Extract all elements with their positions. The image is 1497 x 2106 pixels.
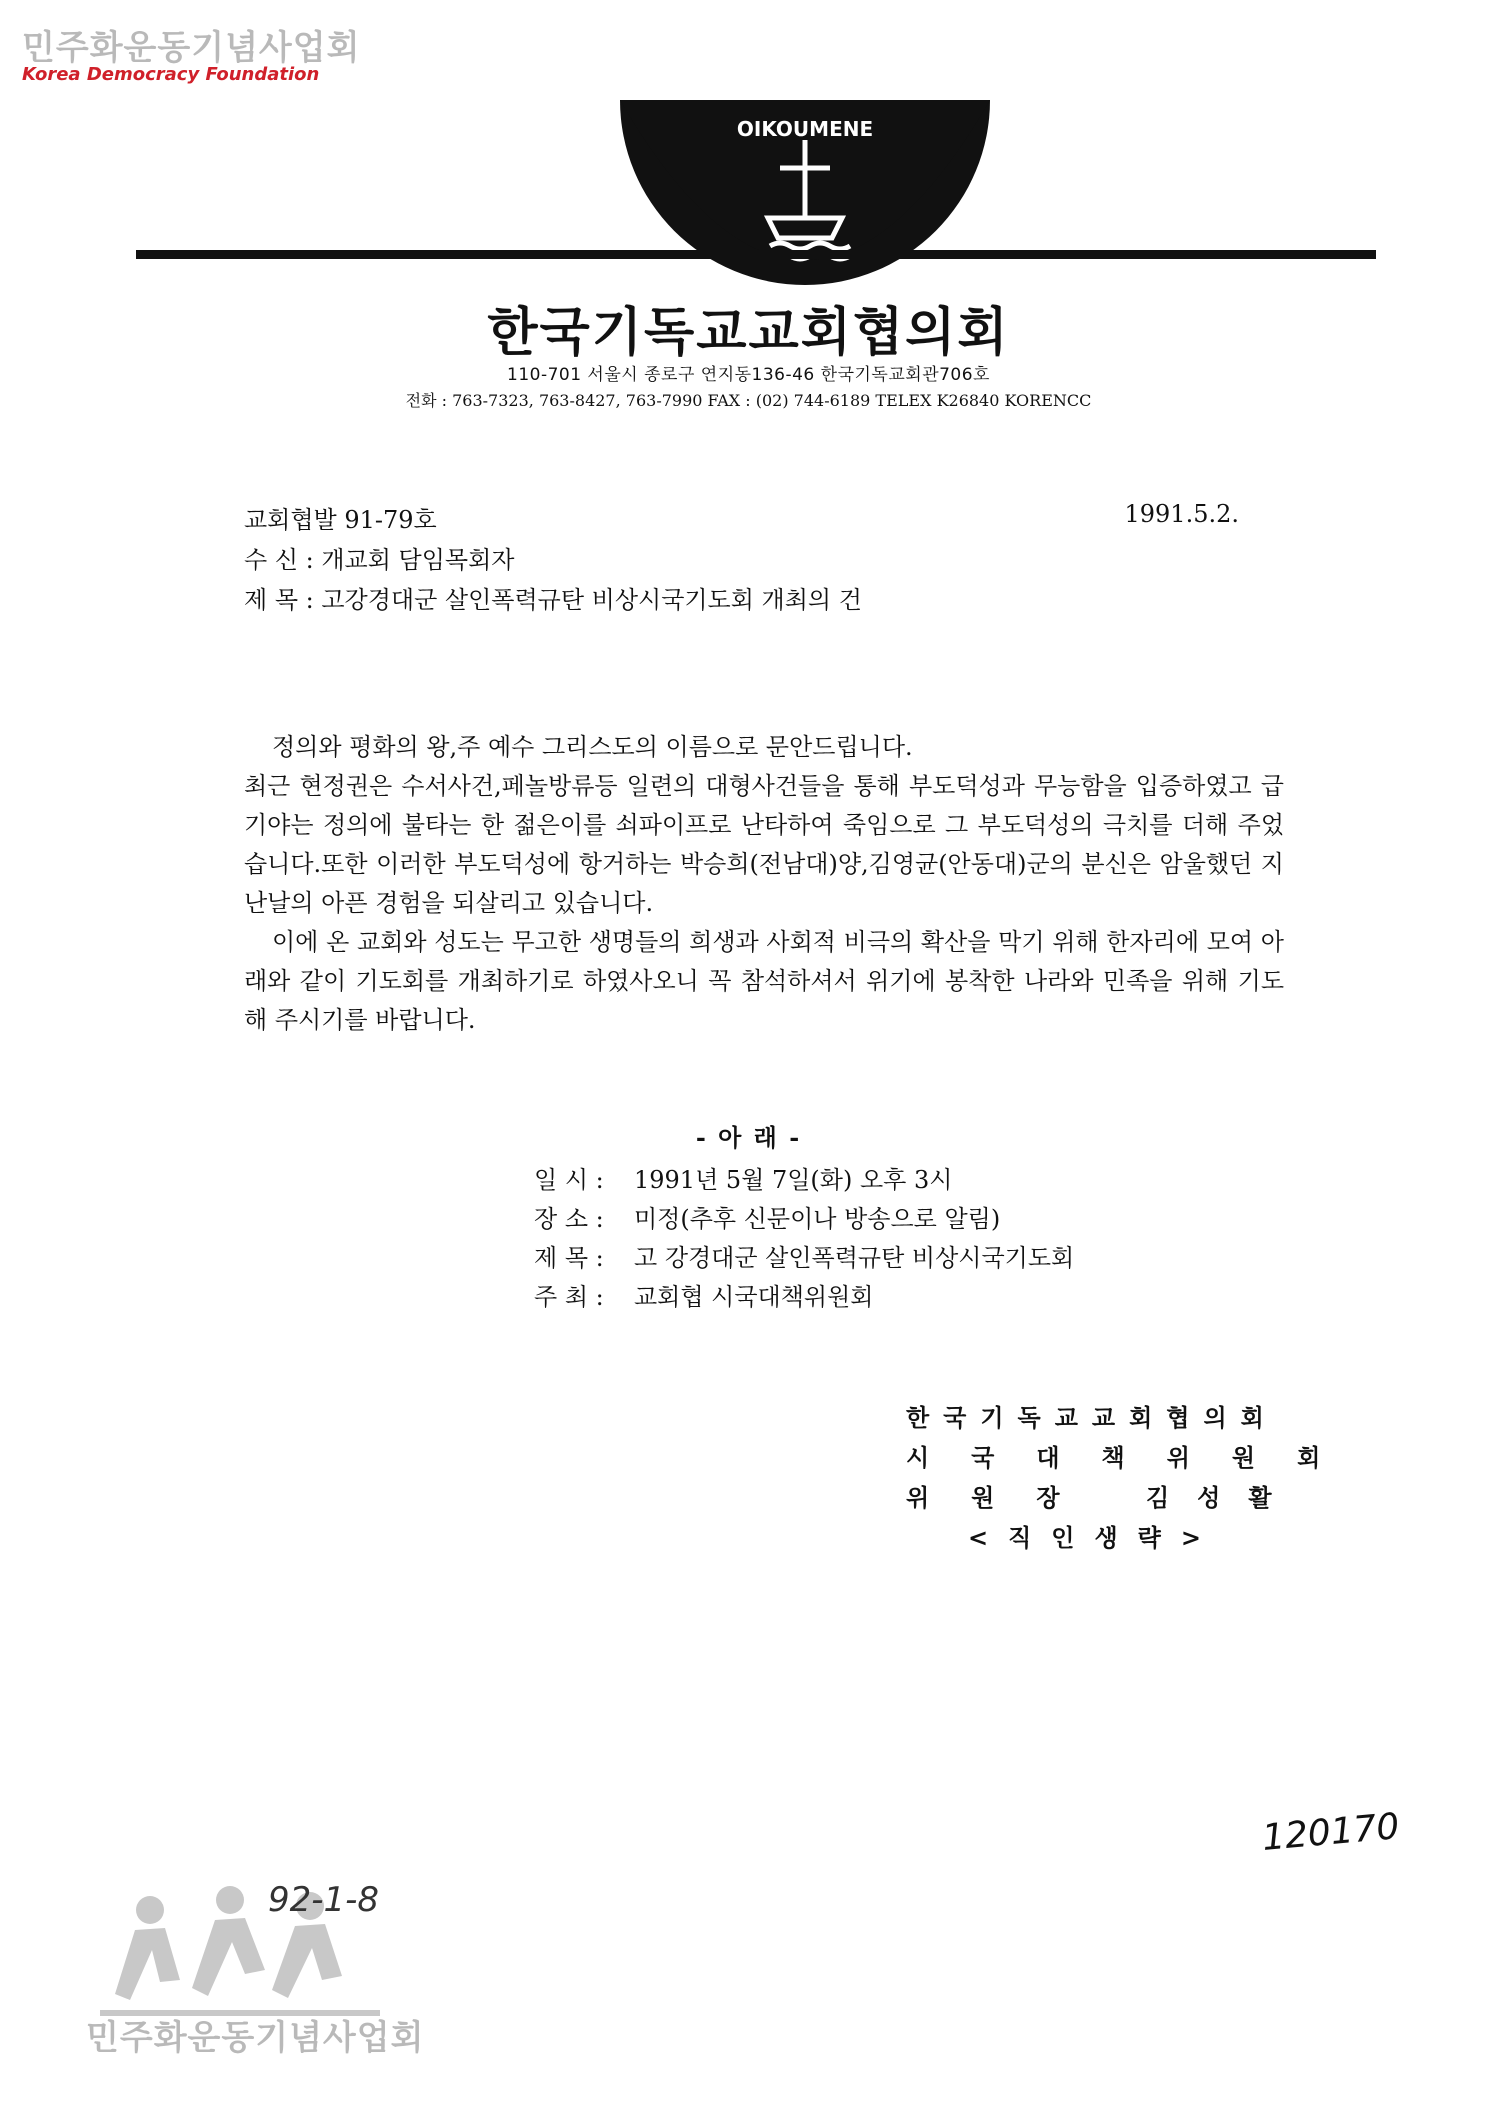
notice-label: 일 시 : xyxy=(534,1166,604,1194)
signature-org: 한국기독교교회협의회 xyxy=(906,1403,1278,1432)
watermark-english-text: Korea Democracy Foundation xyxy=(22,64,320,85)
org-address: 110-701 서울시 종로구 연지동136-46 한국기독교회관706호 xyxy=(507,365,990,385)
signature-committee: 시국대책위원회 xyxy=(906,1443,1363,1472)
notice-item-place xyxy=(534,1199,1000,1234)
doc-number: 교회협발 91-79호 xyxy=(244,506,437,534)
notice-label: 주 최 : xyxy=(534,1283,604,1311)
letter-body xyxy=(244,728,1284,1040)
notice-heading: - 아 래 - xyxy=(695,1123,802,1152)
recipient-value: 개교회 담임목회자 xyxy=(321,546,515,574)
notice-value: 1991년 5월 7일(화) 오후 3시 xyxy=(634,1166,953,1194)
body-paragraph-2: 이에 온 교회와 성도는 무고한 생명들의 희생과 사회적 비극의 확산을 막기 위해 한자리에 모여 아래와 같이 기도회를 개최하기로 하였사오니 꼭 참석하셔서 위기에 봉착한 나라와 민족을 위해 기도해 주시기를 바랍니다. xyxy=(244,928,1284,1034)
notice-value: 교회협 시국대책위원회 xyxy=(634,1283,874,1311)
subject-line xyxy=(244,580,862,615)
notice-value: 고 강경대군 살인폭력규탄 비상시국기도회 xyxy=(634,1244,1075,1272)
notice-item-host xyxy=(534,1277,873,1312)
recipient-line xyxy=(244,540,514,575)
doc-date: 1991.5.2. xyxy=(1124,500,1239,528)
org-title: 한국기독교교회협의회 xyxy=(487,303,1010,363)
body-paragraph-1: 최근 현정권은 수서사건,페놀방류등 일련의 대형사건들을 통해 부도덕성과 무능함을 입증하였고 급기야는 정의에 불타는 한 젊은이를 쇠파이프로 난타하여 죽임으로 그 부도덕성의 극치를 더해 주었습니다.또한 이러한 부도덕성에 항거하는 박승희(전남대)양,김영균(안동대)군의 분신은 암울했던 지난날의 아픈 경험을 되살리고 있습니다. xyxy=(244,772,1284,917)
body-greeting: 정의와 평화의 왕,주 예수 그리스도의 이름으로 문안드립니다. xyxy=(272,733,913,761)
oikoumene-emblem-icon xyxy=(620,100,990,300)
watermark-logo-text: 민주화운동기념사업회 xyxy=(22,28,361,68)
signature-chair xyxy=(906,1478,1300,1513)
handwritten-date-note: 92-1-8 xyxy=(268,1880,380,1920)
org-contact: 전화 : 763-7323, 763-8427, 763-7990 FAX : (02) 744-6189 TELEX K26840 KORENCC xyxy=(405,391,1092,410)
recipient-label: 수 신 : xyxy=(244,546,314,574)
signature-seal-note: <직인생략> xyxy=(968,1523,1221,1552)
emblem-text: OIKOUMENE xyxy=(736,117,874,141)
signature-chair-name: 김성활 xyxy=(1146,1483,1300,1512)
notice-label: 제 목 : xyxy=(534,1244,604,1272)
watermark-bottom-text: 민주화운동기념사업회 xyxy=(86,2018,425,2058)
handwritten-archive-number: 120170 xyxy=(1260,1806,1401,1859)
notice-item-datetime xyxy=(534,1160,952,1195)
letterhead-rule xyxy=(136,250,1376,259)
subject-label: 제 목 : xyxy=(244,586,314,614)
notice-label: 장 소 : xyxy=(534,1205,604,1233)
subject-value: 고강경대군 살인폭력규탄 비상시국기도회 개최의 건 xyxy=(321,586,862,614)
notice-item-title xyxy=(534,1238,1074,1273)
notice-value: 미정(추후 신문이나 방송으로 알림) xyxy=(634,1205,1001,1233)
signature-chair-title: 위원장 xyxy=(906,1483,1102,1512)
